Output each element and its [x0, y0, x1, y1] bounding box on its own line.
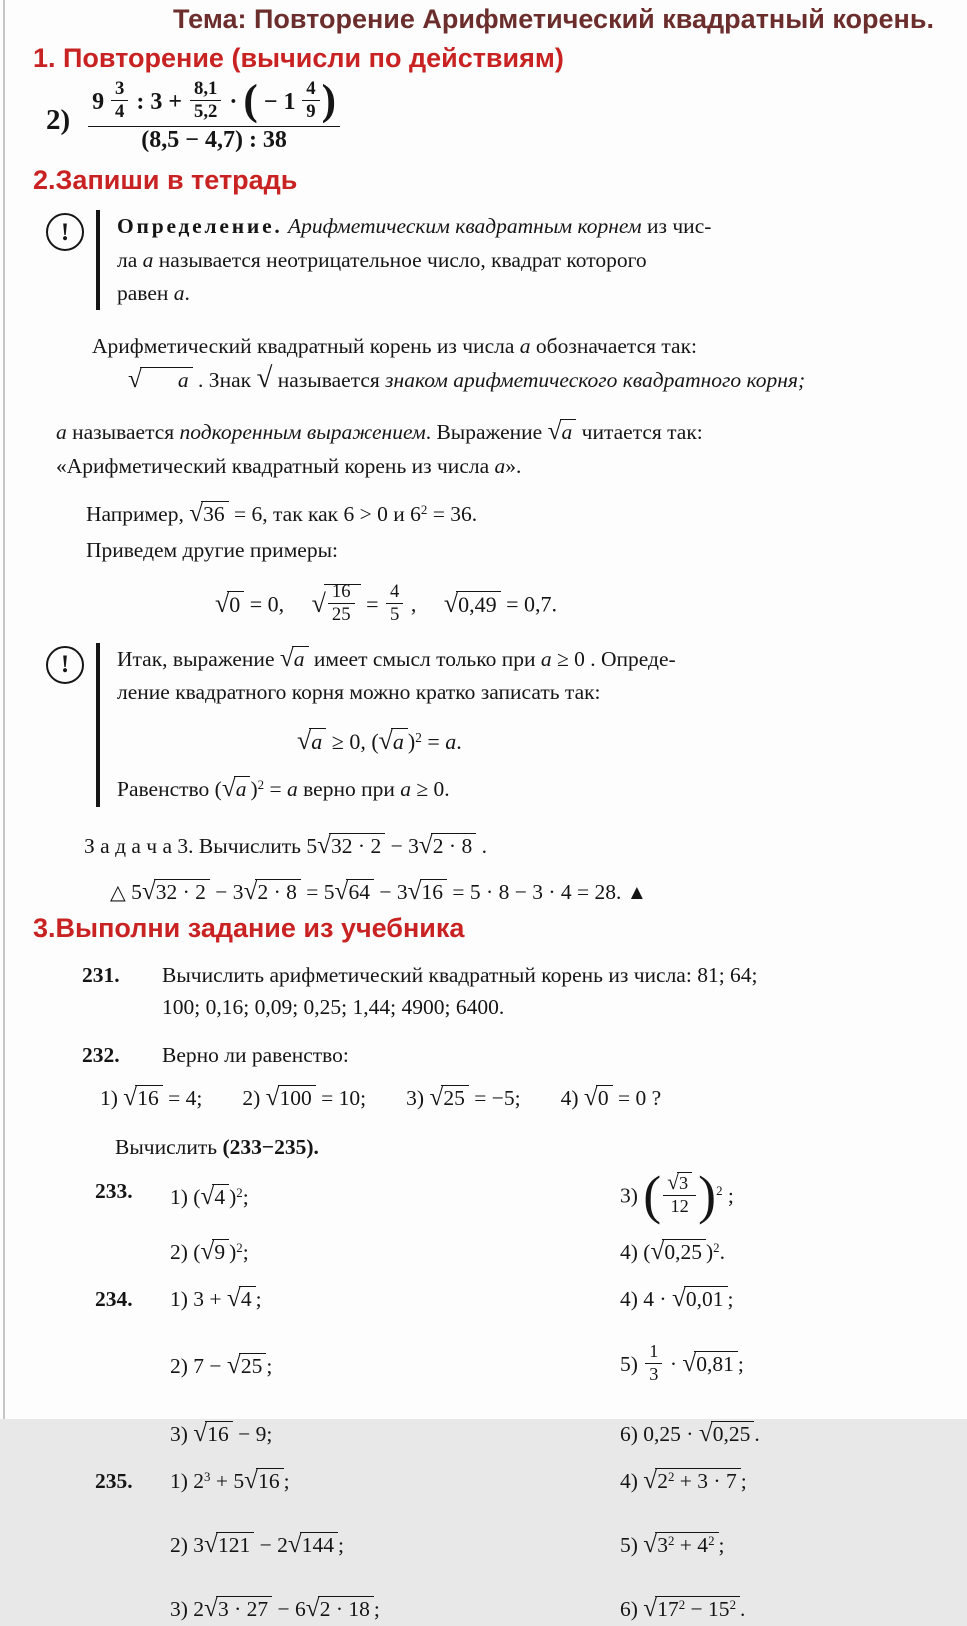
note-paragraph-1: Итак, выражение √a имеет смысл только при a ≥ 0 . Опреде- ление квадратного корня можно кратко записать так:	[117, 643, 676, 704]
task-3-label: З а д а ч а 3.	[84, 833, 194, 858]
exercise-234-item-3: 3) √16 − 9;	[170, 1418, 273, 1447]
page-title: Тема: Повторение Арифметический квадратный корень.	[173, 4, 934, 34]
exercise-number: 232.	[82, 1042, 120, 1067]
warning-icon: !	[46, 213, 84, 251]
exercise-234-item-4: 4) 4 · √0,01 ;	[620, 1283, 734, 1312]
exercise-234	[95, 1283, 927, 1450]
exercise-235-item-3: 3) 2√3 · 27 − 6√2 · 18 ;	[170, 1594, 380, 1623]
section-3-heading: 3.Выполни задание из учебника	[33, 912, 465, 943]
exercise-231-text: Вычислить арифметический квадратный корень из числа: 81; 64; 100; 0,16; 0,09; 0,25; 1,44; 4900; 6400.	[162, 963, 758, 1020]
warning-icon: !	[46, 646, 84, 684]
problem-2-formula	[46, 77, 967, 157]
exercise-232-item-4: 4) √0 = 0 ?	[560, 1082, 662, 1111]
note-vertical-bar	[96, 643, 100, 807]
problem-2-expression: 9 $\frac{3}{4}$ : 3 + $\frac{8,1}{5,2}$ · ( − 1 $\frac{4}{9}$ ) (8,5 − 4,7) : 38	[86, 85, 342, 157]
paragraph-example-36: Например, √36 = 6, так как 6 > 0 и $6^2 = 36$.	[86, 499, 478, 528]
section-1-heading: 1. Повторение (вычисли по действиям)	[33, 43, 564, 74]
exercise-234-item-5: 5) $\frac{1}{3}$ · √0,81 ;	[620, 1341, 744, 1384]
exercise-235-item-4: 4) $√2^2 + 3 \cdot 7$ ;	[620, 1465, 747, 1494]
problem-2-label: 2)	[46, 104, 71, 137]
examples-row: √0 = 0, √ $\frac{16}{25}$ = $\frac{4}{5}$ , √0,49 = 0,7.	[215, 584, 967, 628]
exercise-number: 234.	[95, 1286, 133, 1311]
exercise-235-item-6: 6) $√17^2 - 15^2$ .	[620, 1594, 746, 1623]
exercise-232	[82, 1039, 927, 1071]
note-paragraph-2: Равенство (√a )$^2$ = a верно при a ≥ 0.	[117, 774, 450, 803]
exercise-233	[95, 1165, 927, 1268]
exercise-234-item-2: 2) 7 − √25 ;	[170, 1351, 273, 1380]
paragraph-radicand: a называется подкоренным выражением. Выражение √a читается так: «Арифметический квадратный корень из числа a».	[56, 417, 703, 479]
exercise-232-intro: Верно ли равенство:	[162, 1042, 349, 1067]
calc-233-235-header: Вычислить (233−235).	[115, 1134, 319, 1159]
note-vertical-bar	[96, 210, 100, 310]
exercise-232-item-2: 2) √100 = 10;	[242, 1082, 367, 1111]
exercise-235	[95, 1465, 927, 1626]
definition-text: Определение. Арифметическим квадратным корнем из чис- ла a называется неотрицательное число, квадрат которого равен a.	[117, 214, 712, 306]
note-formula: √a ≥ 0, (√a )$^2$ = a.	[297, 726, 462, 756]
exercise-231	[82, 959, 927, 1024]
exercise-234-item-1: 1) 3 + √4 ;	[170, 1283, 262, 1312]
exercise-233-item-3: 3) ( $\frac{√3}{12}$ )$^2$ ;	[620, 1165, 734, 1226]
exercise-232-item-1: 1) √16 = 4;	[100, 1082, 203, 1111]
exercise-number: 235.	[95, 1468, 133, 1493]
exercise-233-item-4: 4) (√0,25 )$^2$.	[620, 1236, 725, 1265]
paragraph-notation: Арифметический квадратный корень из числа a обозначается так: √ a . Знак √ называется знаком арифметического квадратного корня;	[92, 334, 806, 395]
task-3	[84, 830, 967, 859]
task-3-body: Вычислить 5√32 · 2 − 3√2 · 8 .	[193, 830, 487, 859]
page-left-border	[3, 0, 5, 1419]
exercise-235-item-1: 1) $2^3 + 5√16$ ;	[170, 1465, 290, 1494]
section-2-heading: 2.Запиши в тетрадь	[33, 165, 298, 196]
exercise-233-item-1: 1) (√4 )$^2$;	[170, 1182, 249, 1211]
exercise-235-item-5: 5) $√3^2 + 4^2$ ;	[620, 1530, 725, 1558]
exercise-number: 233.	[95, 1178, 133, 1203]
exercise-233-item-2: 2) (√9 )$^2$;	[170, 1236, 249, 1265]
exercise-232-item-3: 3) √25 = −5;	[406, 1082, 521, 1111]
note-block	[46, 643, 927, 807]
exercise-number: 231.	[82, 963, 120, 988]
task-3-solution: △ 5√32 · 2 − 3√2 · 8 = 5√64 − 3√16 = 5 · 8 − 3 · 4 = 28. ▲	[110, 876, 647, 905]
exercise-234-item-6: 6) 0,25 · √0,25 .	[620, 1418, 760, 1447]
exercise-235-item-2: 2) 3√121 − 2√144 ;	[170, 1530, 345, 1558]
exercise-232-items	[100, 1082, 967, 1111]
paragraph-more-examples: Приведем другие примеры:	[86, 538, 339, 563]
definition-block	[46, 210, 927, 310]
